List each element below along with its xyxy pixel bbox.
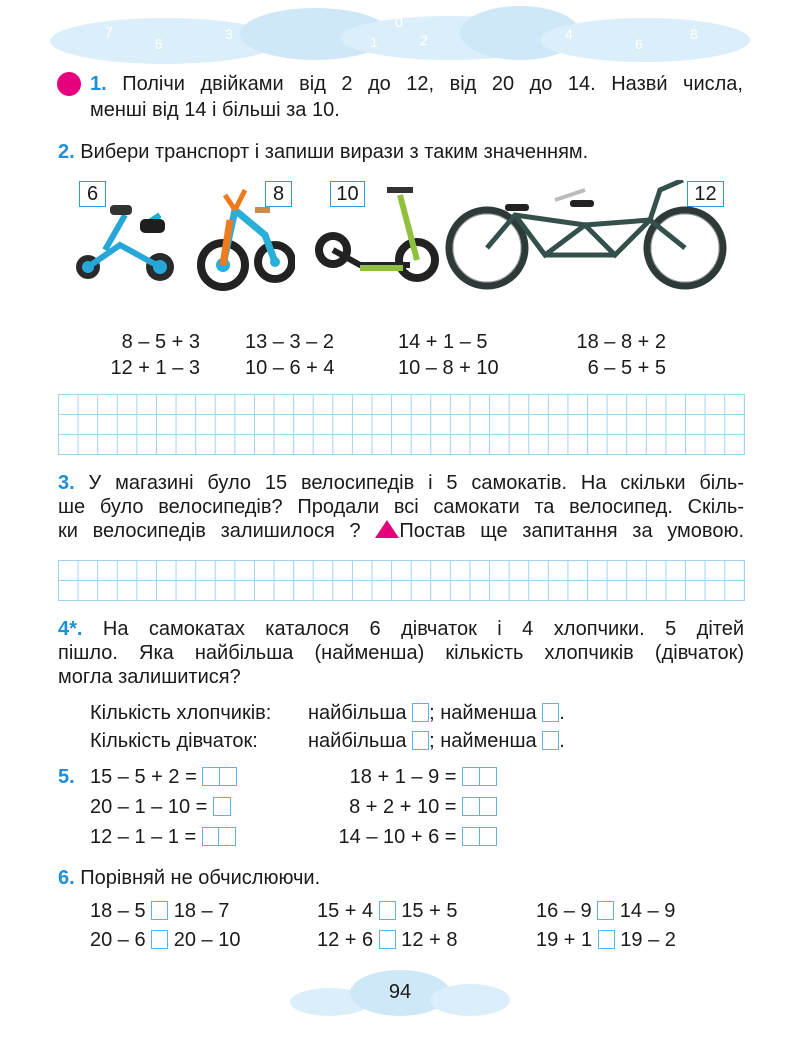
expression: 8 – 5 + 3 [121,331,200,353]
scooter-image [315,180,440,295]
cloud-digit: 7 [105,24,113,40]
answer-grid[interactable] [58,394,745,455]
expression: 6 – 5 + 5 [587,357,666,379]
min-label: найменша [440,730,537,752]
task-text: У магазині було 15 велосипедів і 5 самокатів. На скільки біль- [88,472,744,494]
compare-box[interactable] [151,930,168,949]
cloud-digit: 0 [395,14,403,30]
answer-box[interactable] [542,731,559,750]
cloud-digit: 5 [155,36,163,52]
task-text: ше було велосипедів? Продали всі самокати та велосипед. Скіль- [58,496,744,518]
task-text: Полічи двійками від 2 до 12, від 20 до 14. Назви́ числа, [122,73,743,95]
task-1-marker [57,72,81,96]
answer-box[interactable] [412,703,429,722]
cloud-digit: 8 [690,26,698,42]
answer-box[interactable] [213,797,230,816]
task-number: 5. [58,766,75,788]
task-number: 3. [58,472,75,494]
task-3 [58,471,744,543]
equation: 15 – 5 + 2 = [90,766,197,788]
answer-box[interactable] [462,797,495,816]
boys-row: Кількість хлопчиків: найбільша ; найменша . [90,702,565,724]
max-label: найбільша [308,730,407,752]
answer-box[interactable] [542,703,559,722]
girls-row: Кількість дівчаток: найбільша ; найменша . [90,730,565,752]
task-text: могла залишитися? [58,666,241,688]
value-tag: 6 [79,181,106,207]
answer-box[interactable] [202,827,235,846]
answer-box[interactable] [412,731,429,750]
value-tag: 8 [265,181,292,207]
task-text: ки велосипедів залишилося ? [58,520,361,542]
answer-box[interactable] [202,767,235,786]
task-text: пішло. Яка найбільша (найменша) кількість хлопчиків (дівчаток) [58,642,744,664]
expression: 13 – 3 – 2 [245,331,334,353]
triangle-icon [375,520,399,538]
value-tag: 10 [330,181,365,207]
cloud-digit: 4 [565,26,573,42]
task-1 [90,72,743,96]
max-label: найбільша [308,702,407,724]
compare-box[interactable] [151,901,168,920]
task-number: 2. [58,141,75,163]
page-number: 94 [388,981,412,1003]
cloud-digit: 2 [420,32,428,48]
task-text: Порівняй не обчислюючи. [80,867,321,889]
expression-column [90,329,200,381]
expression: 10 – 8 + 10 [398,357,499,379]
cloud-digit: 1 [370,34,378,50]
compare-box[interactable] [379,901,396,920]
expression: 12 + 1 – 3 [110,357,200,379]
expression-column [560,329,666,381]
task-text: Вибери транспорт і запиши вирази з таким значенням. [80,141,589,163]
equation: 12 – 1 – 1 = [90,826,197,848]
expression-column [245,329,335,381]
task-2 [58,140,588,164]
expression: 18 – 8 + 2 [576,331,666,353]
boys-label: Кількість хлопчиків: [90,702,272,724]
task-text: Постав ще запитання за умовою. [399,520,744,542]
equation: 8 + 2 + 10 = [349,796,457,818]
bicycle-image [195,180,295,295]
equation: 20 – 1 – 10 = [90,796,208,818]
value-tag: 12 [687,181,724,207]
compare-box[interactable] [379,930,396,949]
task-5-right [310,765,495,855]
compare-box[interactable] [597,901,614,920]
task-text: На самокатах каталося 6 дівчаток і 4 хлопчики. 5 дітей [102,618,745,640]
answer-box[interactable] [462,767,495,786]
task-number: 1. [90,73,107,95]
answer-box[interactable] [462,827,495,846]
min-label: найменша [440,702,537,724]
task-4 [58,617,744,689]
task-5-left [90,765,235,855]
cloud-digit: 6 [635,36,643,52]
expression-column [398,329,499,381]
answer-grid[interactable] [58,560,745,601]
task-1-line2: менші від 14 і більші за 10. [90,99,340,121]
task-number: 6. [58,867,75,889]
equation: 18 + 1 – 9 = [349,766,457,788]
tricycle-image [70,195,185,295]
tandem-image [445,180,730,295]
task-number: 4*. [58,618,83,640]
expression: 14 + 1 – 5 [398,331,488,353]
compare-box[interactable] [598,930,615,949]
task-6 [58,866,320,890]
expression: 10 – 6 + 4 [245,357,335,379]
girls-label: Кількість дівчаток: [90,730,258,752]
equation: 14 – 10 + 6 = [338,826,457,848]
header-clouds [40,0,760,70]
cloud-digit: 3 [225,26,233,42]
